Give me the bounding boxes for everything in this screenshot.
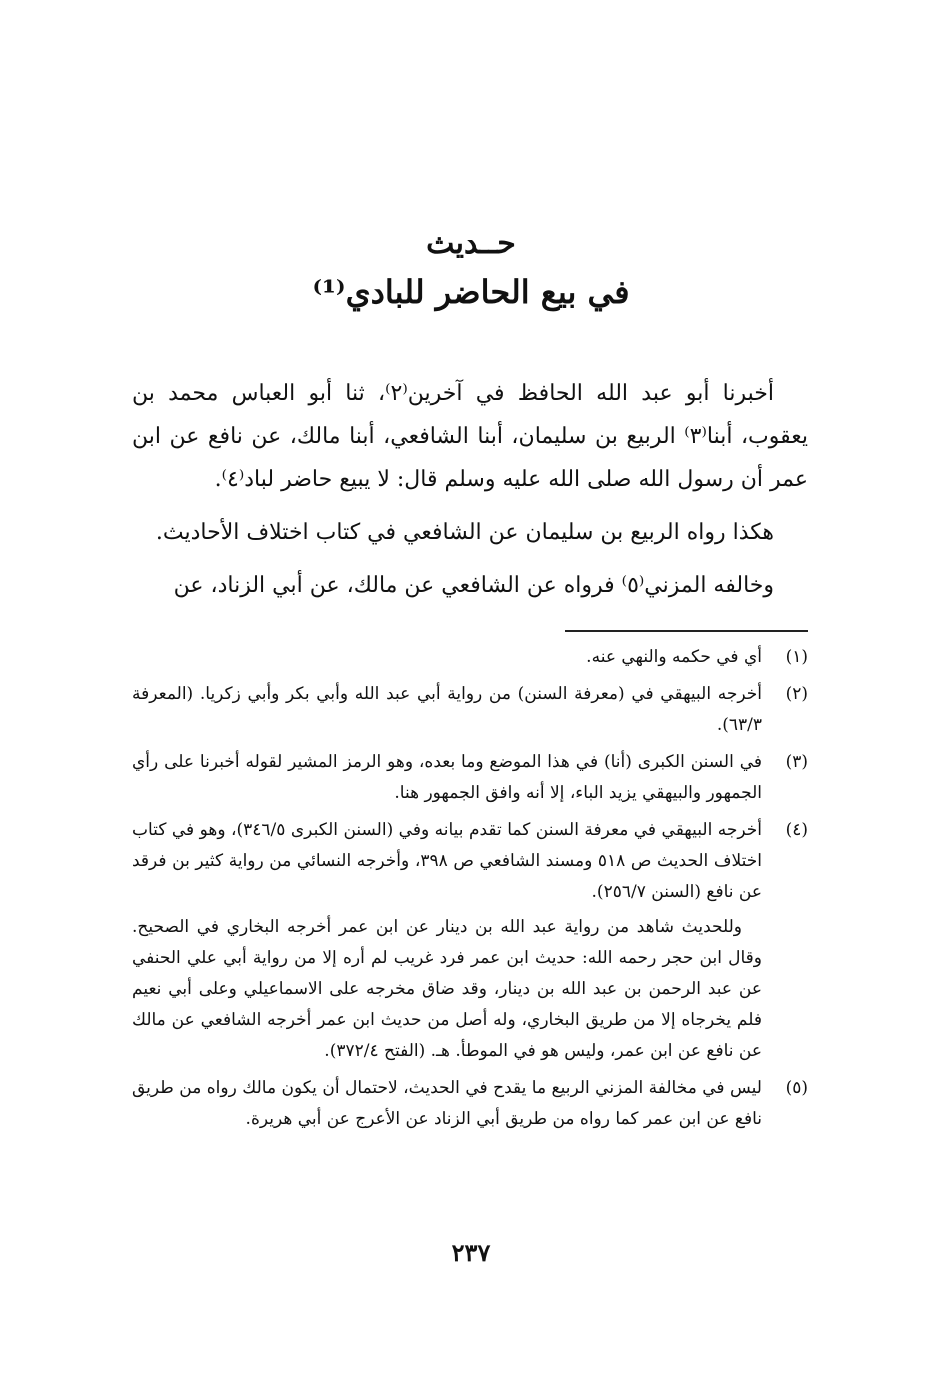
- footnote-extra-paragraph: وللحديث شاهد من رواية عبد الله بن دينار عن ابن عمر أخرجه البخاري في الصحيح. وقال ابن حجر رحمه الله: حديث ابن عمر فرد غريب لم أره إلا من رواية أبي علي الحنفي عن عبد الرحمن بن عبد الله بن دينار، وقد ضاق مخرجه على الاسماعيلي وعلى أبي نعيم فلم يخرجاه إلا من طريق البخاري، وله أصل من حديث ابن عمر أخرجه الشافعي عن مالك عن نافع عن ابن عمر، وليس هو في الموطأ. هـ. (الفتح ٣٧٢/٤).: [132, 917, 762, 1061]
- footnote-number: (٤): [785, 820, 808, 840]
- footnote-number: (٢): [785, 684, 808, 704]
- footnote-text: أخرجه البيهقي في معرفة السنن كما تقدم بيانه وفي (السنن الكبرى ٣٤٦/٥)، وهو في كتاب اختلاف الحديث ص ٥١٨ ومسند الشافعي ص ٣٩٨، وأخرجه النسائي من رواية كثير بن فرقد عن نافع (السنن ٢٥٦/٧).: [132, 820, 762, 902]
- main-text: [132, 372, 808, 617]
- page-number: ٢٣٧: [451, 1238, 491, 1267]
- paragraph-3: وخالفه المزني⁽٥⁾ فرواه عن الشافعي عن مالك، عن أبي الزناد، عن: [173, 573, 774, 598]
- footnote-5: [132, 1073, 808, 1135]
- footnote-2: [132, 679, 808, 741]
- paragraph-1: أخبرنا أبو عبد الله الحافظ في آخرين⁽٢⁾، ثنا أبو العباس محمد بن يعقوب، أبنا⁽٣⁾ الربيع بن سليمان، أبنا الشافعي، أبنا مالك، عن نافع عن ابن عمر أن رسول الله صلى الله عليه وسلم قال: لا يبيع حاضر لباد⁽٤⁾.: [132, 381, 809, 492]
- footnote-3: [132, 747, 808, 809]
- paragraph-2: هكذا رواه الربيع بن سليمان عن الشافعي في كتاب اختلاف الأحاديث.: [155, 520, 774, 545]
- title-line-1: حــديث: [426, 226, 516, 261]
- footnote-text: أخرجه البيهقي في (معرفة السنن) من رواية أبي عبد الله وأبي بكر وأبي زكريا. (المعرفة ٦٣/٣).: [132, 684, 762, 735]
- footnote-separator: [565, 630, 808, 632]
- footnote-text: في السنن الكبرى (أنا) في هذا الموضع وما بعده، وهو الرمز المشير لقوله أخبرنا على رأي الجمهور والبيهقي يزيد الباء، إلا أنه وافق الجمهور هنا.: [132, 752, 762, 803]
- footnote-1: [132, 642, 808, 673]
- footnote-4: [132, 815, 808, 1067]
- footnotes: [132, 642, 808, 1141]
- footnote-text: ليس في مخالفة المزني الربيع ما يقدح في الحديث، لاحتمال أن يكون مالك رواه من طريق نافع عن ابن عمر كما رواه من طريق أبي الزناد عن الأعرج عن أبي هريرة.: [132, 1078, 762, 1129]
- footnote-text: أي في حكمه والنهي عنه.: [586, 647, 762, 667]
- footnote-number: (٣): [785, 752, 808, 772]
- chapter-title: [0, 222, 942, 316]
- footnote-number: (١): [785, 647, 808, 667]
- title-line-2: في بيع الحاضر للبادي⁽¹⁾: [312, 273, 630, 311]
- footnote-number: (٥): [785, 1078, 808, 1098]
